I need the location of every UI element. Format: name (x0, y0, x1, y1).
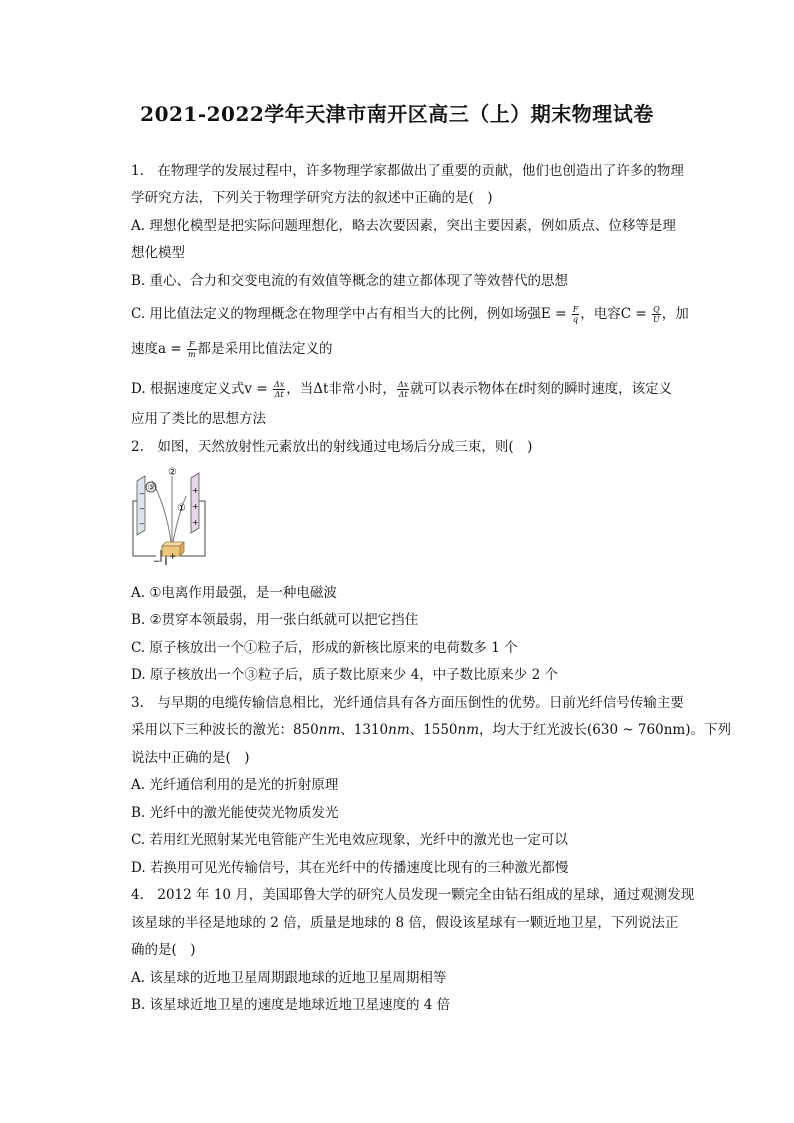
fraction-v: $\frac{\Delta x}{\Delta t}$ (273, 380, 285, 399)
q4-option-a: A. 该星球的近地卫星周期跟地球的近地卫星周期相等 (131, 970, 447, 986)
minus-sign-3: − (139, 520, 145, 528)
q2-option-a: A. ①电离作用最强，是一种电磁波 (131, 585, 337, 601)
battery-minus: − (153, 557, 161, 567)
q3-stem-line-3: 说法中正确的是( ) (131, 750, 250, 766)
q4-option-b: B. 该星球近地卫星的速度是地球近地卫星速度的 4 倍 (131, 997, 451, 1013)
q4-stem-line-3: 确的是( ) (131, 942, 196, 958)
q3-stem-line-2 (131, 721, 731, 739)
q1-option-d-text-3: 就可以表示物体在 (410, 381, 519, 397)
q3-option-a: A. 光纤通信利用的是光的折射原理 (131, 777, 339, 793)
q1-option-d-t: t (518, 381, 524, 397)
unit-nm-1: nm (318, 722, 341, 738)
q1-option-d-line-1 (131, 380, 672, 399)
q1-option-c-text-1: C. 用比值法定义的物理概念在物理学中占有相当大的比例，例如场强E = (131, 306, 571, 322)
q1-option-a-line-1: A. 理想化模型是把实际问题理想化，略去次要因素，突出主要因素，例如质点、位移等是理 (131, 218, 676, 234)
q1-option-a-line-2: 想化模型 (131, 245, 185, 261)
label-1: ① (177, 503, 186, 514)
q1-stem-line-1: 1. 在物理学的发展过程中，许多物理学家都做出了重要的贡献，他们也创造出了许多的物理 (131, 163, 684, 179)
page-title: 2021-2022学年天津市南开区高三（上）期末物理试卷 (140, 102, 654, 126)
unit-nm-2: nm (388, 722, 410, 738)
battery-plus: + (169, 552, 177, 562)
minus-sign-2: − (139, 505, 145, 513)
plus-sign-3: + (192, 518, 199, 527)
radiation-figure (128, 466, 224, 572)
fraction-a: $\frac{F}{m}$ (187, 340, 196, 359)
q1-option-d-line-2: 应用了类比的思想方法 (131, 411, 266, 427)
q3-stem-text-2: 、1310 (340, 722, 389, 738)
q1-option-c-text-5: 都是采用比值法定义的 (197, 341, 333, 357)
plus-sign-2: + (192, 502, 199, 511)
fraction-v-2: $\frac{\Delta x}{\Delta t}$ (397, 380, 409, 399)
q1-option-c-text-4: 速度a = (131, 341, 186, 357)
q3-stem-text-4: ，均大于红光波长(630 ~ 760nm)。下列 (479, 722, 731, 738)
q1-option-b: B. 重心、合力和交变电流的有效值等概念的建立都体现了等效替代的思想 (131, 273, 569, 289)
q1-option-d-text-4: 时刻的瞬时速度，该定义 (523, 381, 673, 397)
q3-option-c: C. 若用红光照射某光电管能产生光电效应现象，光纤中的激光也一定可以 (131, 832, 568, 848)
q3-option-d: D. 若换用可见光传输信号，其在光纤中的传播速度比现有的三种激光都慢 (131, 860, 569, 876)
q4-stem-line-1: 4. 2012 年 10 月，美国耶鲁大学的研究人员发现一颗完全由钻石组成的星球，通过观测发现 (131, 887, 695, 903)
q1-option-d-text-1: D. 根据速度定义式v = (131, 381, 272, 397)
plus-sign-1: + (192, 486, 199, 495)
fraction-c: $\frac{Q}{U}$ (652, 305, 660, 324)
q1-option-c-line-1 (131, 305, 689, 324)
q3-stem-text-3: 、1550 (409, 722, 458, 738)
q3-option-b: B. 光纤中的激光能使荧光物质发光 (131, 805, 339, 821)
q3-stem-text-1: 采用以下三种波长的激光：850 (131, 722, 319, 738)
q2-option-b: B. ②贯穿本领最弱，用一张白纸就可以把它挡住 (131, 612, 419, 628)
q1-option-d-text-2: ，当Δt非常小时， (286, 381, 396, 397)
q1-stem-line-2: 学研究方法，下列关于物理学研究方法的叙述中正确的是( ) (131, 190, 493, 206)
q1-option-c-text-3: ，加 (661, 306, 689, 322)
label-3: ③ (147, 483, 155, 492)
q2-option-c: C. 原子核放出一个①粒子后，形成的新核比原来的电荷数多 1 个 (131, 640, 518, 656)
q2-option-d: D. 原子核放出一个③粒子后，质子数比原来少 4，中子数比原来少 2 个 (131, 667, 558, 683)
unit-nm-3: nm (457, 722, 479, 738)
minus-sign-1: − (139, 490, 145, 498)
q4-stem-line-2: 该星球的半径是地球的 2 倍，质量是地球的 8 倍，假设该星球有一颗近地卫星，下列说法正 (131, 915, 679, 931)
q1-option-c-text-2: ，电容C = (580, 306, 651, 322)
q1-option-c-line-2 (131, 340, 333, 359)
fraction-e: $\frac{F}{q}$ (572, 305, 579, 324)
q2-stem: 2. 如图，天然放射性元素放出的射线通过电场后分成三束，则( ) (131, 439, 533, 455)
q3-stem-line-1: 3. 与早期的电缆传输信息相比，光纤通信具有各方面压倒性的优势。日前光纤信号传输主要 (131, 695, 684, 711)
label-2: ② (168, 467, 177, 478)
